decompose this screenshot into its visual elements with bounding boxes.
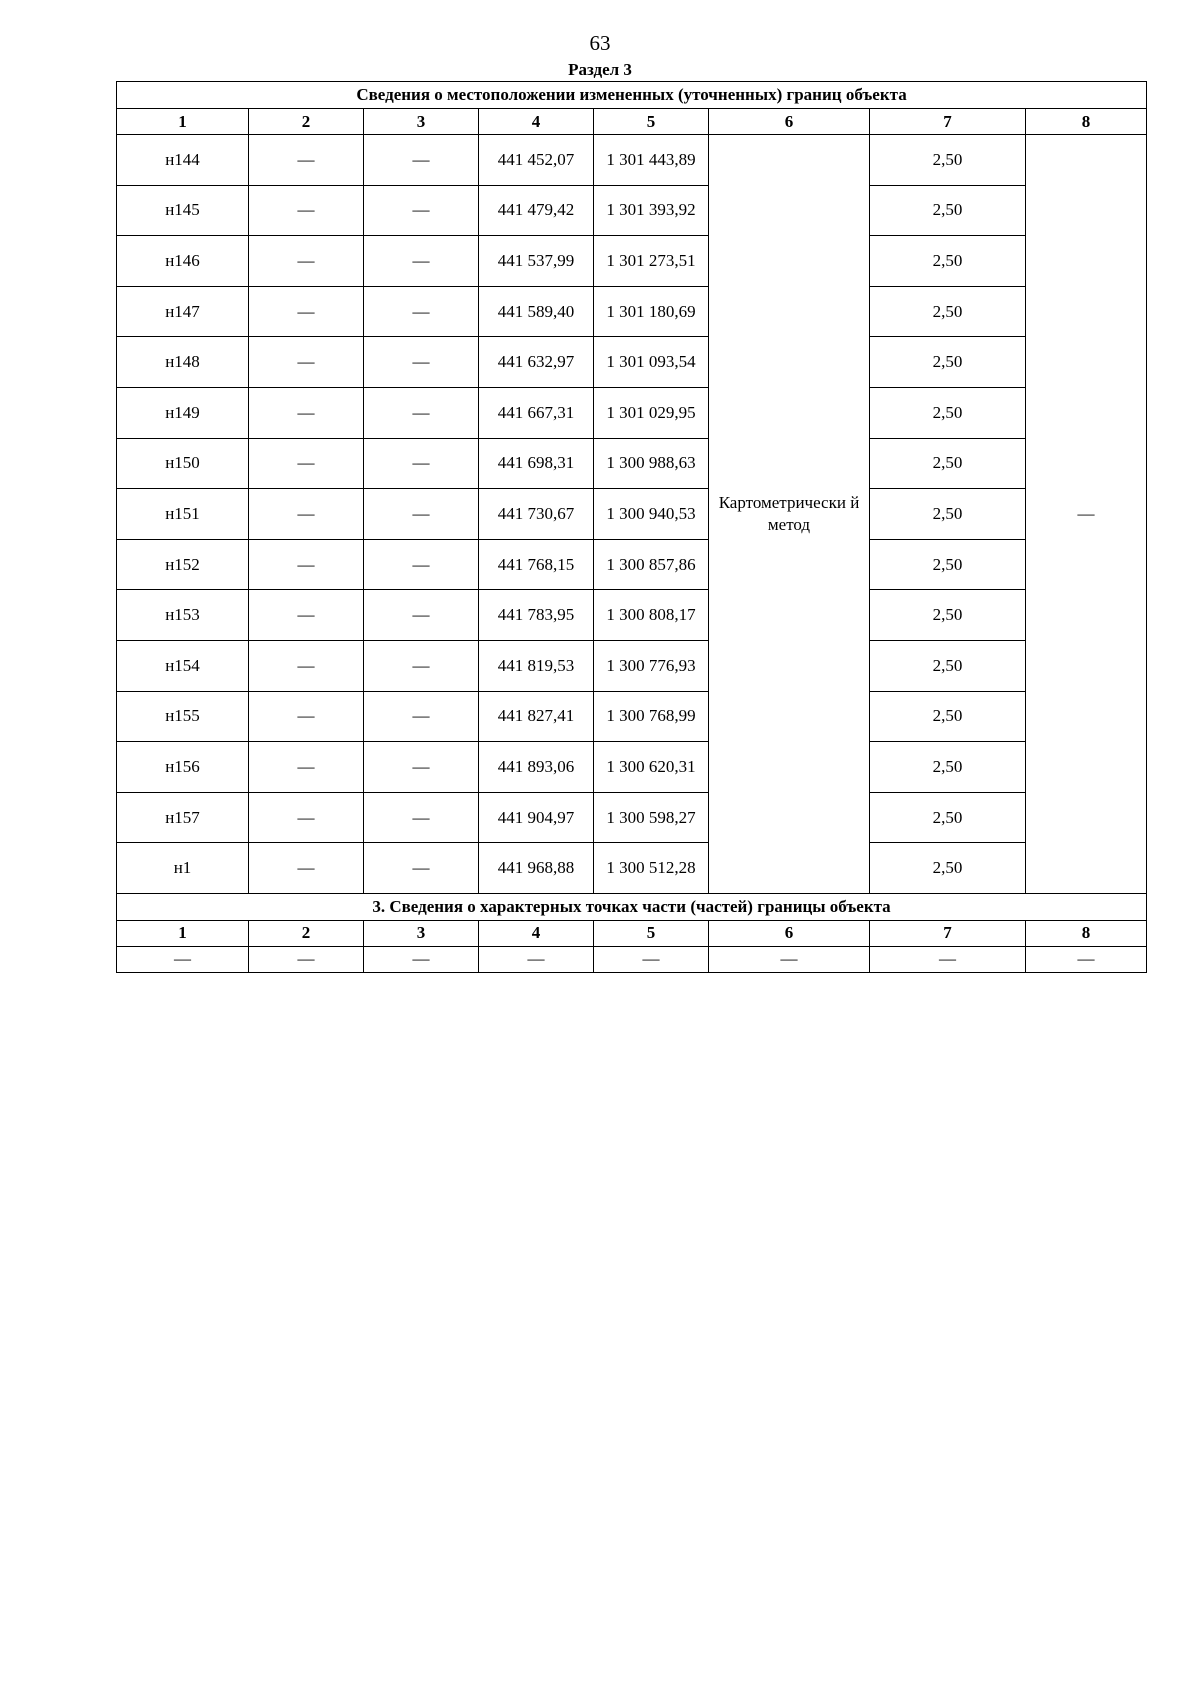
table-row [117, 438, 1147, 489]
table-cell: — [364, 286, 479, 337]
point-label: н156 [117, 742, 249, 793]
x-coordinate: 441 904,97 [479, 792, 594, 843]
x-coordinate: 441 698,31 [479, 438, 594, 489]
table-cell: — [364, 640, 479, 691]
point-label: н146 [117, 236, 249, 287]
x-coordinate: 441 667,31 [479, 387, 594, 438]
y-coordinate: 1 300 620,31 [594, 742, 709, 793]
point-label: н149 [117, 387, 249, 438]
table-cell: — [364, 236, 479, 287]
table-cell: — [364, 590, 479, 641]
column-number: 7 [870, 920, 1026, 946]
point-label: н148 [117, 337, 249, 388]
table-cell: — [249, 590, 364, 641]
table-cell: — [249, 286, 364, 337]
table-cell: — [364, 185, 479, 236]
table-cell: — [364, 135, 479, 186]
y-coordinate: 1 301 029,95 [594, 387, 709, 438]
table-cell: — [249, 843, 364, 894]
y-coordinate: 1 301 273,51 [594, 236, 709, 287]
column-number: 8 [1026, 109, 1147, 135]
table-cell: — [249, 946, 364, 972]
table-cell: — [364, 489, 479, 540]
table-cell: — [364, 438, 479, 489]
table-cell: — [249, 438, 364, 489]
accuracy-cell: 2,50 [870, 792, 1026, 843]
section-title: Раздел 3 [568, 60, 632, 79]
x-coordinate: 441 827,41 [479, 691, 594, 742]
column-number: 6 [709, 109, 870, 135]
column-number: 5 [594, 109, 709, 135]
accuracy-cell: 2,50 [870, 843, 1026, 894]
point-label: н155 [117, 691, 249, 742]
column-number-row [117, 109, 1147, 135]
column-number: 2 [249, 109, 364, 135]
y-coordinate: 1 301 443,89 [594, 135, 709, 186]
y-coordinate: 1 301 180,69 [594, 286, 709, 337]
table-cell: — [870, 946, 1026, 972]
column-number: 6 [709, 920, 870, 946]
point-label: н145 [117, 185, 249, 236]
column-number: 8 [1026, 920, 1147, 946]
x-coordinate: 441 479,42 [479, 185, 594, 236]
column-number: 7 [870, 109, 1026, 135]
x-coordinate: 441 893,06 [479, 742, 594, 793]
y-coordinate: 1 300 808,17 [594, 590, 709, 641]
accuracy-cell: 2,50 [870, 539, 1026, 590]
y-coordinate: 1 300 857,86 [594, 539, 709, 590]
column-8-cell: — [1026, 135, 1147, 894]
x-coordinate: 441 819,53 [479, 640, 594, 691]
accuracy-cell: 2,50 [870, 185, 1026, 236]
x-coordinate: 441 452,07 [479, 135, 594, 186]
table-cell: — [364, 337, 479, 388]
table-cell: — [249, 691, 364, 742]
table-row [117, 792, 1147, 843]
x-coordinate: 441 783,95 [479, 590, 594, 641]
table-cell: — [364, 792, 479, 843]
column-number: 5 [594, 920, 709, 946]
table-cell: — [1026, 946, 1147, 972]
y-coordinate: 1 301 393,92 [594, 185, 709, 236]
point-label: н144 [117, 135, 249, 186]
accuracy-cell: 2,50 [870, 590, 1026, 641]
table-cell: — [249, 387, 364, 438]
table-cell: — [249, 135, 364, 186]
y-coordinate: 1 300 598,27 [594, 792, 709, 843]
empty-data-row [117, 946, 1147, 972]
table-caption-part-boundaries: 3. Сведения о характерных точках части (частей) границы объекта [117, 893, 1147, 920]
column-number: 1 [117, 920, 249, 946]
table-cell: — [249, 185, 364, 236]
accuracy-cell: 2,50 [870, 236, 1026, 287]
accuracy-cell: 2,50 [870, 387, 1026, 438]
x-coordinate: 441 589,40 [479, 286, 594, 337]
x-coordinate: 441 768,15 [479, 539, 594, 590]
accuracy-cell: 2,50 [870, 286, 1026, 337]
accuracy-cell: 2,50 [870, 489, 1026, 540]
column-number: 2 [249, 920, 364, 946]
table-cell: — [249, 742, 364, 793]
table-row [117, 489, 1147, 540]
table-row [117, 539, 1147, 590]
table-cell: — [594, 946, 709, 972]
table-row [117, 135, 1147, 186]
table-cell: — [364, 742, 479, 793]
table-row [117, 843, 1147, 894]
x-coordinate: 441 632,97 [479, 337, 594, 388]
y-coordinate: 1 300 776,93 [594, 640, 709, 691]
accuracy-cell: 2,50 [870, 640, 1026, 691]
accuracy-cell: 2,50 [870, 691, 1026, 742]
table-cell: — [364, 691, 479, 742]
column-number: 3 [364, 920, 479, 946]
table-cell: — [364, 843, 479, 894]
point-label: н150 [117, 438, 249, 489]
y-coordinate: 1 300 768,99 [594, 691, 709, 742]
page-number: 63 [589, 31, 611, 55]
y-coordinate: 1 301 093,54 [594, 337, 709, 388]
table-cell: — [479, 946, 594, 972]
table-cell: — [249, 539, 364, 590]
boundary-points-table [116, 81, 1147, 973]
table-caption-changed-boundaries: Сведения о местоположении измененных (уточненных) границ объекта [117, 82, 1147, 109]
table-row [117, 185, 1147, 236]
table-row [117, 337, 1147, 388]
point-label: н151 [117, 489, 249, 540]
x-coordinate: 441 537,99 [479, 236, 594, 287]
table-cell: — [364, 387, 479, 438]
y-coordinate: 1 300 512,28 [594, 843, 709, 894]
table-cell: — [249, 640, 364, 691]
accuracy-cell: 2,50 [870, 135, 1026, 186]
table-cell: — [249, 236, 364, 287]
y-coordinate: 1 300 988,63 [594, 438, 709, 489]
y-coordinate: 1 300 940,53 [594, 489, 709, 540]
table-row [117, 691, 1147, 742]
table-cell: — [364, 539, 479, 590]
accuracy-cell: 2,50 [870, 337, 1026, 388]
point-label: н147 [117, 286, 249, 337]
column-number: 1 [117, 109, 249, 135]
table-row [117, 590, 1147, 641]
accuracy-cell: 2,50 [870, 742, 1026, 793]
table-row [117, 286, 1147, 337]
column-number-row [117, 920, 1147, 946]
table-row [117, 236, 1147, 287]
point-label: н152 [117, 539, 249, 590]
method-cell: Картометрически й метод [709, 135, 870, 894]
table-cell: — [117, 946, 249, 972]
table-row [117, 742, 1147, 793]
table-cell: — [364, 946, 479, 972]
accuracy-cell: 2,50 [870, 438, 1026, 489]
table-cell: — [249, 489, 364, 540]
column-number: 3 [364, 109, 479, 135]
x-coordinate: 441 968,88 [479, 843, 594, 894]
table-row [117, 387, 1147, 438]
column-number: 4 [479, 109, 594, 135]
table-cell: — [249, 792, 364, 843]
point-label: н153 [117, 590, 249, 641]
table-cell: — [249, 337, 364, 388]
x-coordinate: 441 730,67 [479, 489, 594, 540]
point-label: н1 [117, 843, 249, 894]
table-row [117, 640, 1147, 691]
column-number: 4 [479, 920, 594, 946]
point-label: н154 [117, 640, 249, 691]
point-label: н157 [117, 792, 249, 843]
table-cell: — [709, 946, 870, 972]
